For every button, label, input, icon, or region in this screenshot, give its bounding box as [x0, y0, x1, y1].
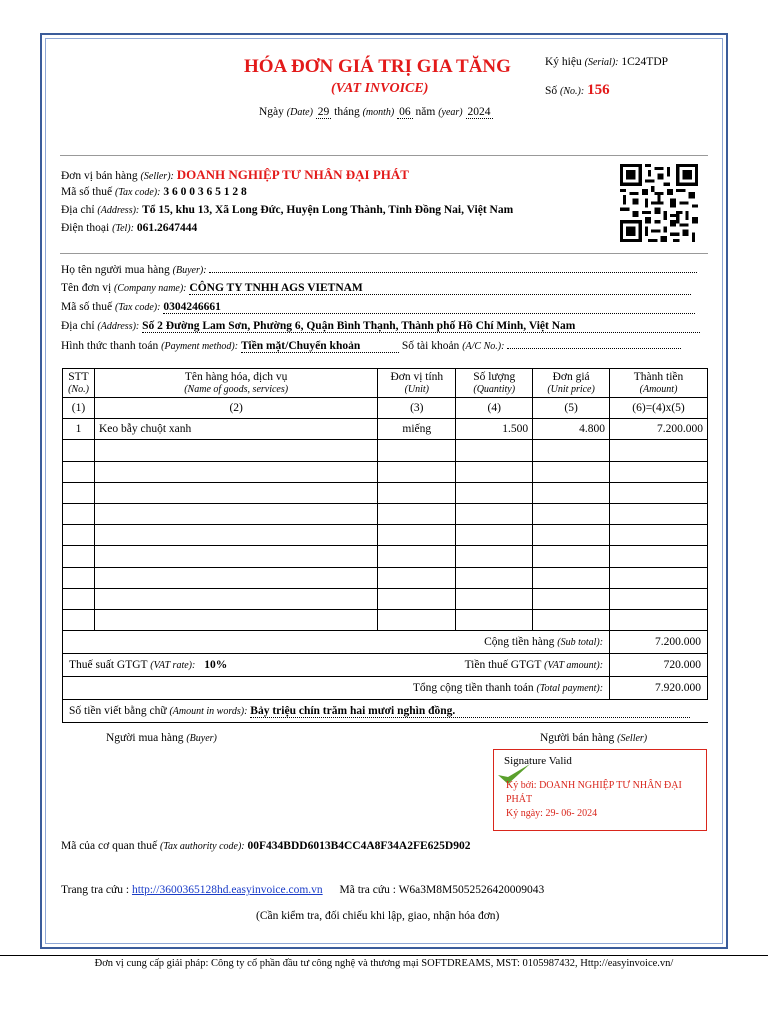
- table-cell: [533, 461, 610, 482]
- table-cell: [456, 482, 533, 503]
- total-value: 7.920.000: [610, 677, 708, 700]
- footer-text: Đơn vị cung cấp giải pháp: Công ty cổ phần đầu tư công nghệ và thương mại SOFTDREAMS, MST: 0105987432, Http://easyinvoice.vn/: [94, 958, 674, 969]
- seller-tax-row: Mã số thuế (Tax code): 3 6 0 0 3 6 5 1 2 8: [61, 186, 247, 198]
- total-row: Tổng cộng tiền thanh toán (Total payment): 7.920.000: [63, 677, 708, 700]
- table-row: [63, 503, 708, 524]
- table-row: [63, 440, 708, 461]
- table-cell: [456, 609, 533, 630]
- buyer-signature-label: Người mua hàng (Buyer): [106, 732, 217, 744]
- table-cell: [610, 440, 708, 461]
- payment-method: Tiền mặt/Chuyển khoản: [241, 340, 399, 353]
- table-cell: [456, 525, 533, 546]
- invoice-subtitle: (VAT INVOICE): [331, 81, 429, 96]
- table-cell: [63, 482, 95, 503]
- items-table: [62, 368, 708, 631]
- table-cell: [94, 588, 377, 609]
- date-month: 06: [399, 106, 411, 118]
- table-cell: [533, 567, 610, 588]
- table-cell: [533, 588, 610, 609]
- column-header: Số lượng (Quantity): [456, 369, 533, 398]
- table-cell: [378, 461, 456, 482]
- table-cell: [63, 525, 95, 546]
- table-cell: [533, 503, 610, 524]
- lookup-row: Trang tra cứu : http://3600365128hd.easyinvoice.com.vn Mã tra cứu : W6a3M8M5052526420009043: [61, 884, 545, 896]
- tax-authority-row: Mã của cơ quan thuế (Tax authority code): 00F434BDD6013B4CC4A8F34A2FE625D902: [61, 840, 471, 852]
- table-cell: [94, 482, 377, 503]
- column-index: (4): [456, 398, 533, 419]
- seller-address: Tổ 15, khu 13, Xã Long Đức, Huyện Long Thành, Tỉnh Đồng Nai, Việt Nam: [142, 204, 514, 216]
- divider: [60, 253, 708, 254]
- digital-signature-box: [493, 749, 707, 831]
- table-cell: [378, 546, 456, 567]
- table-cell: [63, 588, 95, 609]
- table-cell: [378, 503, 456, 524]
- table-cell: [94, 525, 377, 546]
- seller-phone-row: Điện thoại (Tel): 061.2647444: [61, 222, 198, 234]
- table-cell: [610, 525, 708, 546]
- footer-divider: [0, 955, 768, 956]
- table-cell: [533, 546, 610, 567]
- buyer-company-row: Tên đơn vị (Company name): CÔNG TY TNHH AGS VIETNAM: [61, 282, 691, 295]
- account-number: [507, 348, 681, 349]
- table-header: [63, 369, 708, 398]
- seller-name-row: Đơn vị bán hàng (Seller): DOANH NGHIỆP TƯ NHÂN ĐẠI PHÁT: [61, 167, 409, 182]
- table-cell: [94, 461, 377, 482]
- table-cell: [94, 440, 377, 461]
- table-cell: [94, 609, 377, 630]
- qr-code-icon: [619, 164, 699, 242]
- buyer-company: CÔNG TY TNHH AGS VIETNAM: [189, 282, 691, 295]
- column-header: Đơn giá (Unit price): [533, 369, 610, 398]
- column-index: (5): [533, 398, 610, 419]
- invoice-number: 156: [587, 82, 610, 98]
- table-cell: miếng: [378, 419, 456, 440]
- amount-in-words: Bảy triệu chín trăm hai mươi nghìn đồng.: [250, 705, 690, 718]
- table-row: [63, 609, 708, 630]
- seller-phone: 061.2647444: [136, 222, 198, 234]
- serial-value: 1C24TDP: [621, 56, 669, 68]
- table-cell: [378, 588, 456, 609]
- signature-details: [506, 779, 704, 821]
- table-cell: [94, 546, 377, 567]
- buyer-address-row: Địa chỉ (Address): Số 2 Đường Lam Sơn, Phường 6, Quận Bình Thạnh, Thành phố Hồ Chí Minh, Việt Nam: [61, 320, 700, 333]
- tax-authority-code: 00F434BDD6013B4CC4A8F34A2FE625D902: [247, 840, 471, 852]
- invoice-number-field: Số (No.): 156: [545, 82, 610, 98]
- buyer-name-row: Họ tên người mua hàng (Buyer):: [61, 264, 697, 276]
- table-row: [63, 419, 708, 440]
- column-index: (2): [94, 398, 377, 419]
- table-cell: [63, 461, 95, 482]
- verification-note: (Cần kiểm tra, đối chiếu khi lập, giao, nhận hóa đơn): [256, 910, 500, 922]
- signed-by: Ký bởi: DOANH NGHIỆP TƯ NHÂN ĐẠI PHÁT: [506, 780, 682, 805]
- table-cell: [610, 461, 708, 482]
- table-cell: [94, 567, 377, 588]
- divider: [60, 155, 708, 156]
- table-cell: [533, 609, 610, 630]
- table-cell: [610, 567, 708, 588]
- table-cell: [378, 567, 456, 588]
- seller-name: DOANH NGHIỆP TƯ NHÂN ĐẠI PHÁT: [176, 167, 409, 182]
- column-header: STT (No.): [63, 369, 95, 398]
- buyer-tax-code: 0304246661: [163, 301, 695, 314]
- buyer-tax-row: Mã số thuế (Tax code): 0304246661: [61, 301, 695, 314]
- buyer-name: [209, 272, 697, 273]
- table-row: [63, 546, 708, 567]
- serial-field: Ký hiệu (Serial): 1C24TDP: [545, 56, 669, 68]
- table-cell: [63, 503, 95, 524]
- seller-address-row: Địa chỉ (Address): Tổ 15, khu 13, Xã Long Đức, Huyện Long Thành, Tỉnh Đồng Nai, Việt Nam: [61, 204, 514, 216]
- table-cell: [610, 482, 708, 503]
- table-cell: [63, 546, 95, 567]
- invoice-date: Ngày (Date) 29 tháng (month) 06 năm (year) 2024: [259, 106, 491, 118]
- totals-table: [62, 630, 708, 723]
- table-cell: [378, 482, 456, 503]
- table-cell: 7.200.000: [610, 419, 708, 440]
- date-year: 2024: [467, 106, 491, 118]
- table-cell: Keo bẫy chuột xanh: [94, 419, 377, 440]
- table-cell: [533, 482, 610, 503]
- column-index: (3): [378, 398, 456, 419]
- payment-row: Hình thức thanh toán (Payment method): Tiền mặt/Chuyển khoản Số tài khoản (A/C No.):: [61, 340, 681, 353]
- signed-date: Ký ngày: 29- 06- 2024: [506, 808, 598, 819]
- table-cell: [94, 503, 377, 524]
- signature-valid-text: Signature Valid: [504, 755, 572, 767]
- seller-tax-code: 3 6 0 0 3 6 5 1 2 8: [163, 186, 247, 198]
- table-cell: [63, 567, 95, 588]
- date-day: 29: [317, 106, 330, 118]
- table-row: [63, 588, 708, 609]
- column-header: Đơn vị tính (Unit): [378, 369, 456, 398]
- table-cell: [533, 525, 610, 546]
- table-cell: [378, 525, 456, 546]
- table-row: [63, 567, 708, 588]
- buyer-address: Số 2 Đường Lam Sơn, Phường 6, Quận Bình Thạnh, Thành phố Hồ Chí Minh, Việt Nam: [142, 320, 700, 333]
- table-cell: 1: [63, 419, 95, 440]
- table-row: [63, 525, 708, 546]
- table-cell: [378, 609, 456, 630]
- lookup-code: W6a3M8M5052526420009043: [398, 884, 545, 896]
- column-index: (6)=(4)x(5): [610, 398, 708, 419]
- amount-words-row: Số tiền viết bằng chữ (Amount in words): Bảy triệu chín trăm hai mươi nghìn đồng.: [63, 700, 708, 723]
- table-cell: [63, 440, 95, 461]
- table-row: [63, 461, 708, 482]
- table-cell: [610, 546, 708, 567]
- invoice-title: HÓA ĐƠN GIÁ TRỊ GIA TĂNG: [244, 56, 511, 77]
- column-header: Tên hàng hóa, dịch vụ (Name of goods, services): [94, 369, 377, 398]
- table-cell: [456, 461, 533, 482]
- subtotal-value: 7.200.000: [610, 631, 708, 654]
- table-cell: [456, 567, 533, 588]
- table-cell: [610, 503, 708, 524]
- table-row: [63, 482, 708, 503]
- table-cell: [63, 609, 95, 630]
- table-cell: [456, 588, 533, 609]
- column-index: (1): [63, 398, 95, 419]
- table-cell: [456, 440, 533, 461]
- vat-rate: 10%: [204, 659, 228, 671]
- column-header: Thành tiền (Amount): [610, 369, 708, 398]
- table-cell: [456, 503, 533, 524]
- lookup-site-link[interactable]: http://3600365128hd.easyinvoice.com.vn: [131, 884, 323, 896]
- table-cell: [610, 588, 708, 609]
- table-index-row: [63, 398, 708, 419]
- table-cell: 1.500: [456, 419, 533, 440]
- table-cell: [378, 440, 456, 461]
- table-cell: [533, 440, 610, 461]
- table-cell: 4.800: [533, 419, 610, 440]
- seller-signature-label: Người bán hàng (Seller): [540, 732, 648, 744]
- subtotal-row: Cộng tiền hàng (Sub total): 7.200.000: [63, 631, 708, 654]
- table-cell: [610, 609, 708, 630]
- vat-amount-value: 720.000: [610, 654, 708, 677]
- vat-row: Thuế suất GTGT (VAT rate): 10% Tiền thuế GTGT (VAT amount): 720.000: [63, 654, 708, 677]
- table-cell: [456, 546, 533, 567]
